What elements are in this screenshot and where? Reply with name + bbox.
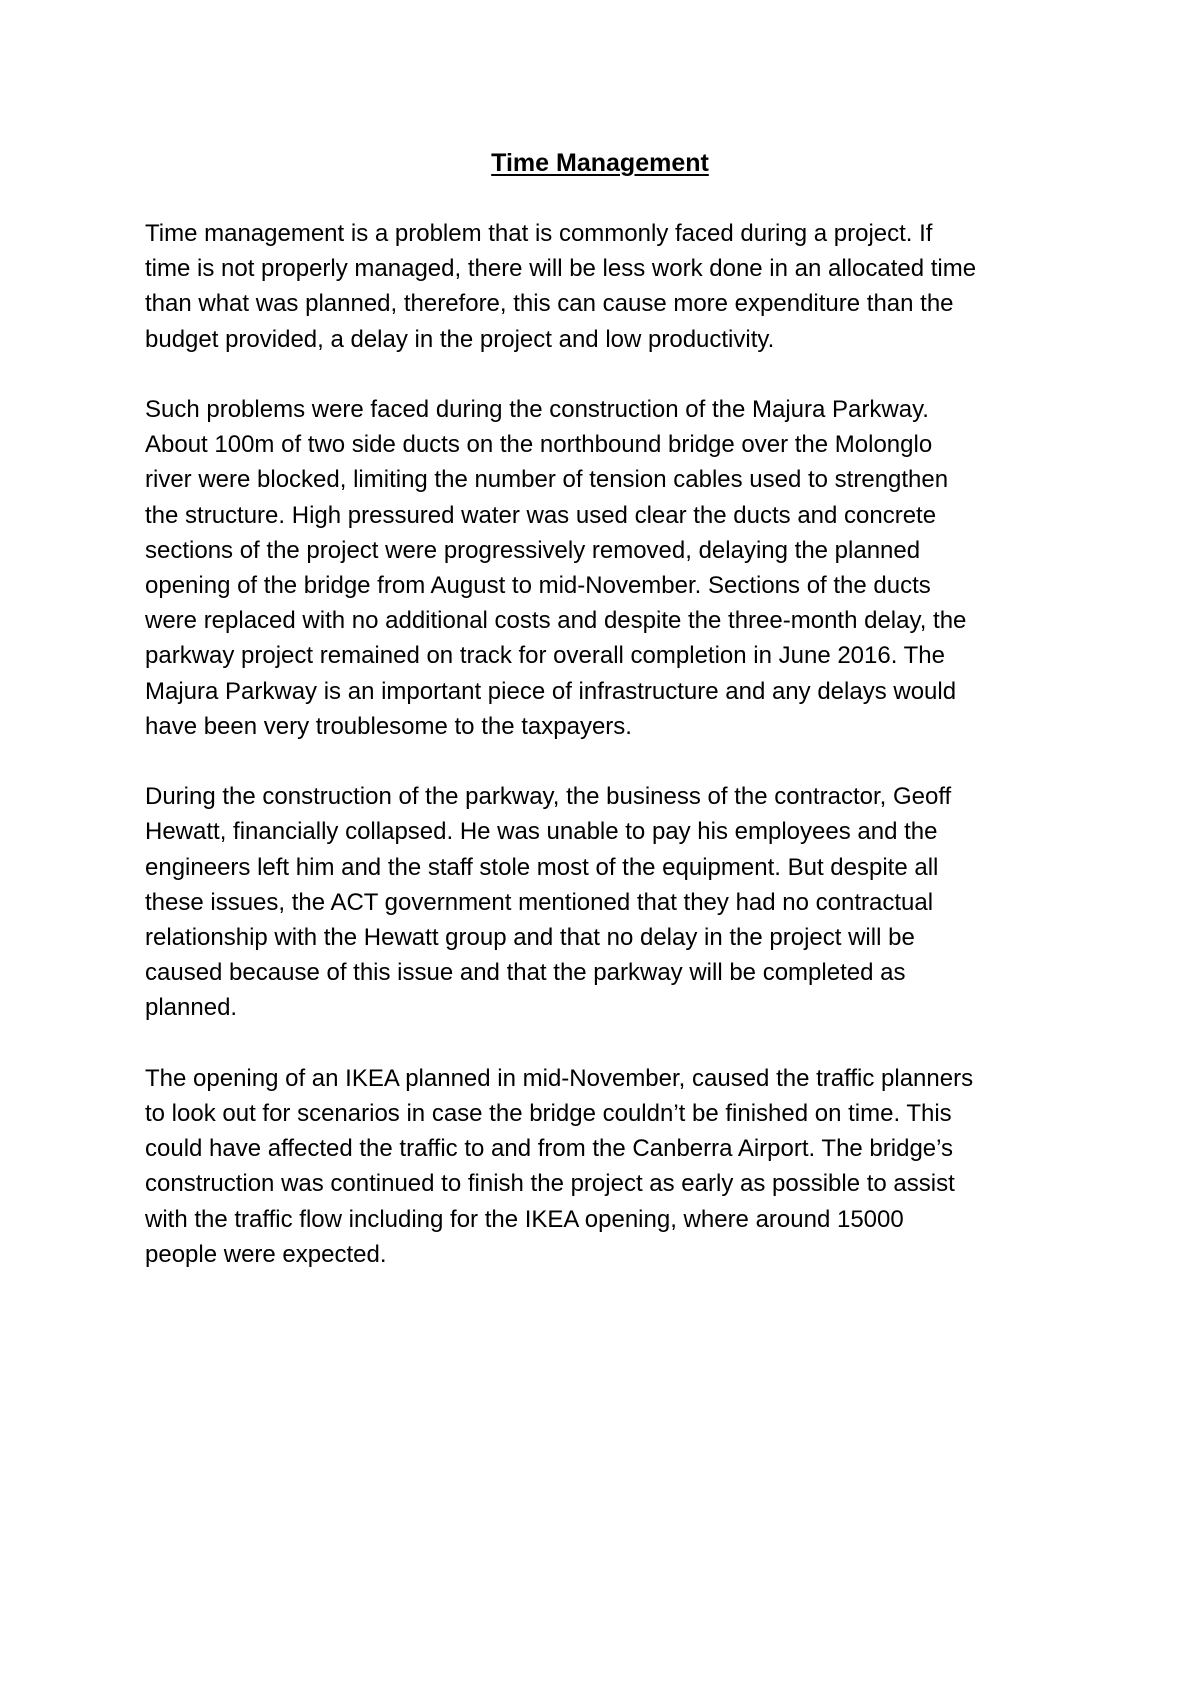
text-line: opening of the bridge from August to mid-November. Sections of the ducts — [145, 572, 931, 600]
text-line: Such problems were faced during the construction of the Majura Parkway. — [145, 396, 929, 423]
text-line: with the traffic flow including for the IKEA opening, where around 15000 — [145, 1205, 904, 1233]
text-line: During the construction of the parkway, the business of the contractor, Geoff — [145, 783, 952, 811]
text-line: budget provided, a delay in the project and low productivity. — [145, 325, 775, 353]
text-line: caused because of this issue and that the parkway will be completed as — [145, 959, 906, 987]
paragraph-ikea — [145, 1061, 1075, 1272]
text-line: Time management is a problem that is commonly faced during a project. If — [145, 220, 933, 247]
text-line: The opening of an IKEA planned in mid-November, caused the traffic planners — [145, 1064, 974, 1092]
text-line: planned. — [145, 994, 238, 1022]
text-line: parkway project remained on track for overall completion in June 2016. The — [145, 642, 945, 670]
text-line: construction was continued to finish the project as early as possible to assist — [145, 1170, 955, 1198]
text-line: river were blocked, limiting the number of tension cables used to strengthen — [145, 466, 949, 494]
text-line: the structure. High pressured water was used clear the ducts and concrete — [145, 501, 937, 529]
text-line: people were expected. — [145, 1240, 387, 1268]
text-line: engineers left him and the staff stole most of the equipment. But despite all — [145, 853, 939, 881]
document-body — [145, 216, 1075, 1307]
text-line: have been very troublesome to the taxpayers. — [145, 712, 632, 740]
text-line: Majura Parkway is an important piece of infrastructure and any delays would — [145, 677, 957, 705]
text-line: than what was planned, therefore, this can cause more expenditure than the — [145, 290, 954, 318]
text-line: these issues, the ACT government mentioned that they had no contractual — [145, 888, 934, 916]
paragraph-intro — [145, 216, 1075, 357]
text-line: relationship with the Hewatt group and that no delay in the project will be — [145, 924, 915, 952]
text-line: sections of the project were progressively removed, delaying the planned — [145, 536, 921, 564]
paragraph-contractor — [145, 779, 1075, 1025]
document-title: Time Management — [491, 149, 709, 177]
text-line: About 100m of two side ducts on the northbound bridge over the Molonglo — [145, 431, 933, 459]
text-line: time is not properly managed, there will be less work done in an allocated time — [145, 255, 977, 283]
text-line: to look out for scenarios in case the bridge couldn’t be finished on time. This — [145, 1100, 952, 1128]
text-line: could have affected the traffic to and from the Canberra Airport. The bridge’s — [145, 1135, 954, 1163]
paragraph-majura-parkway — [145, 392, 1075, 744]
text-line: were replaced with no additional costs and despite the three-month delay, the — [145, 607, 967, 635]
text-line: Hewatt, financially collapsed. He was unable to pay his employees and the — [145, 818, 938, 846]
